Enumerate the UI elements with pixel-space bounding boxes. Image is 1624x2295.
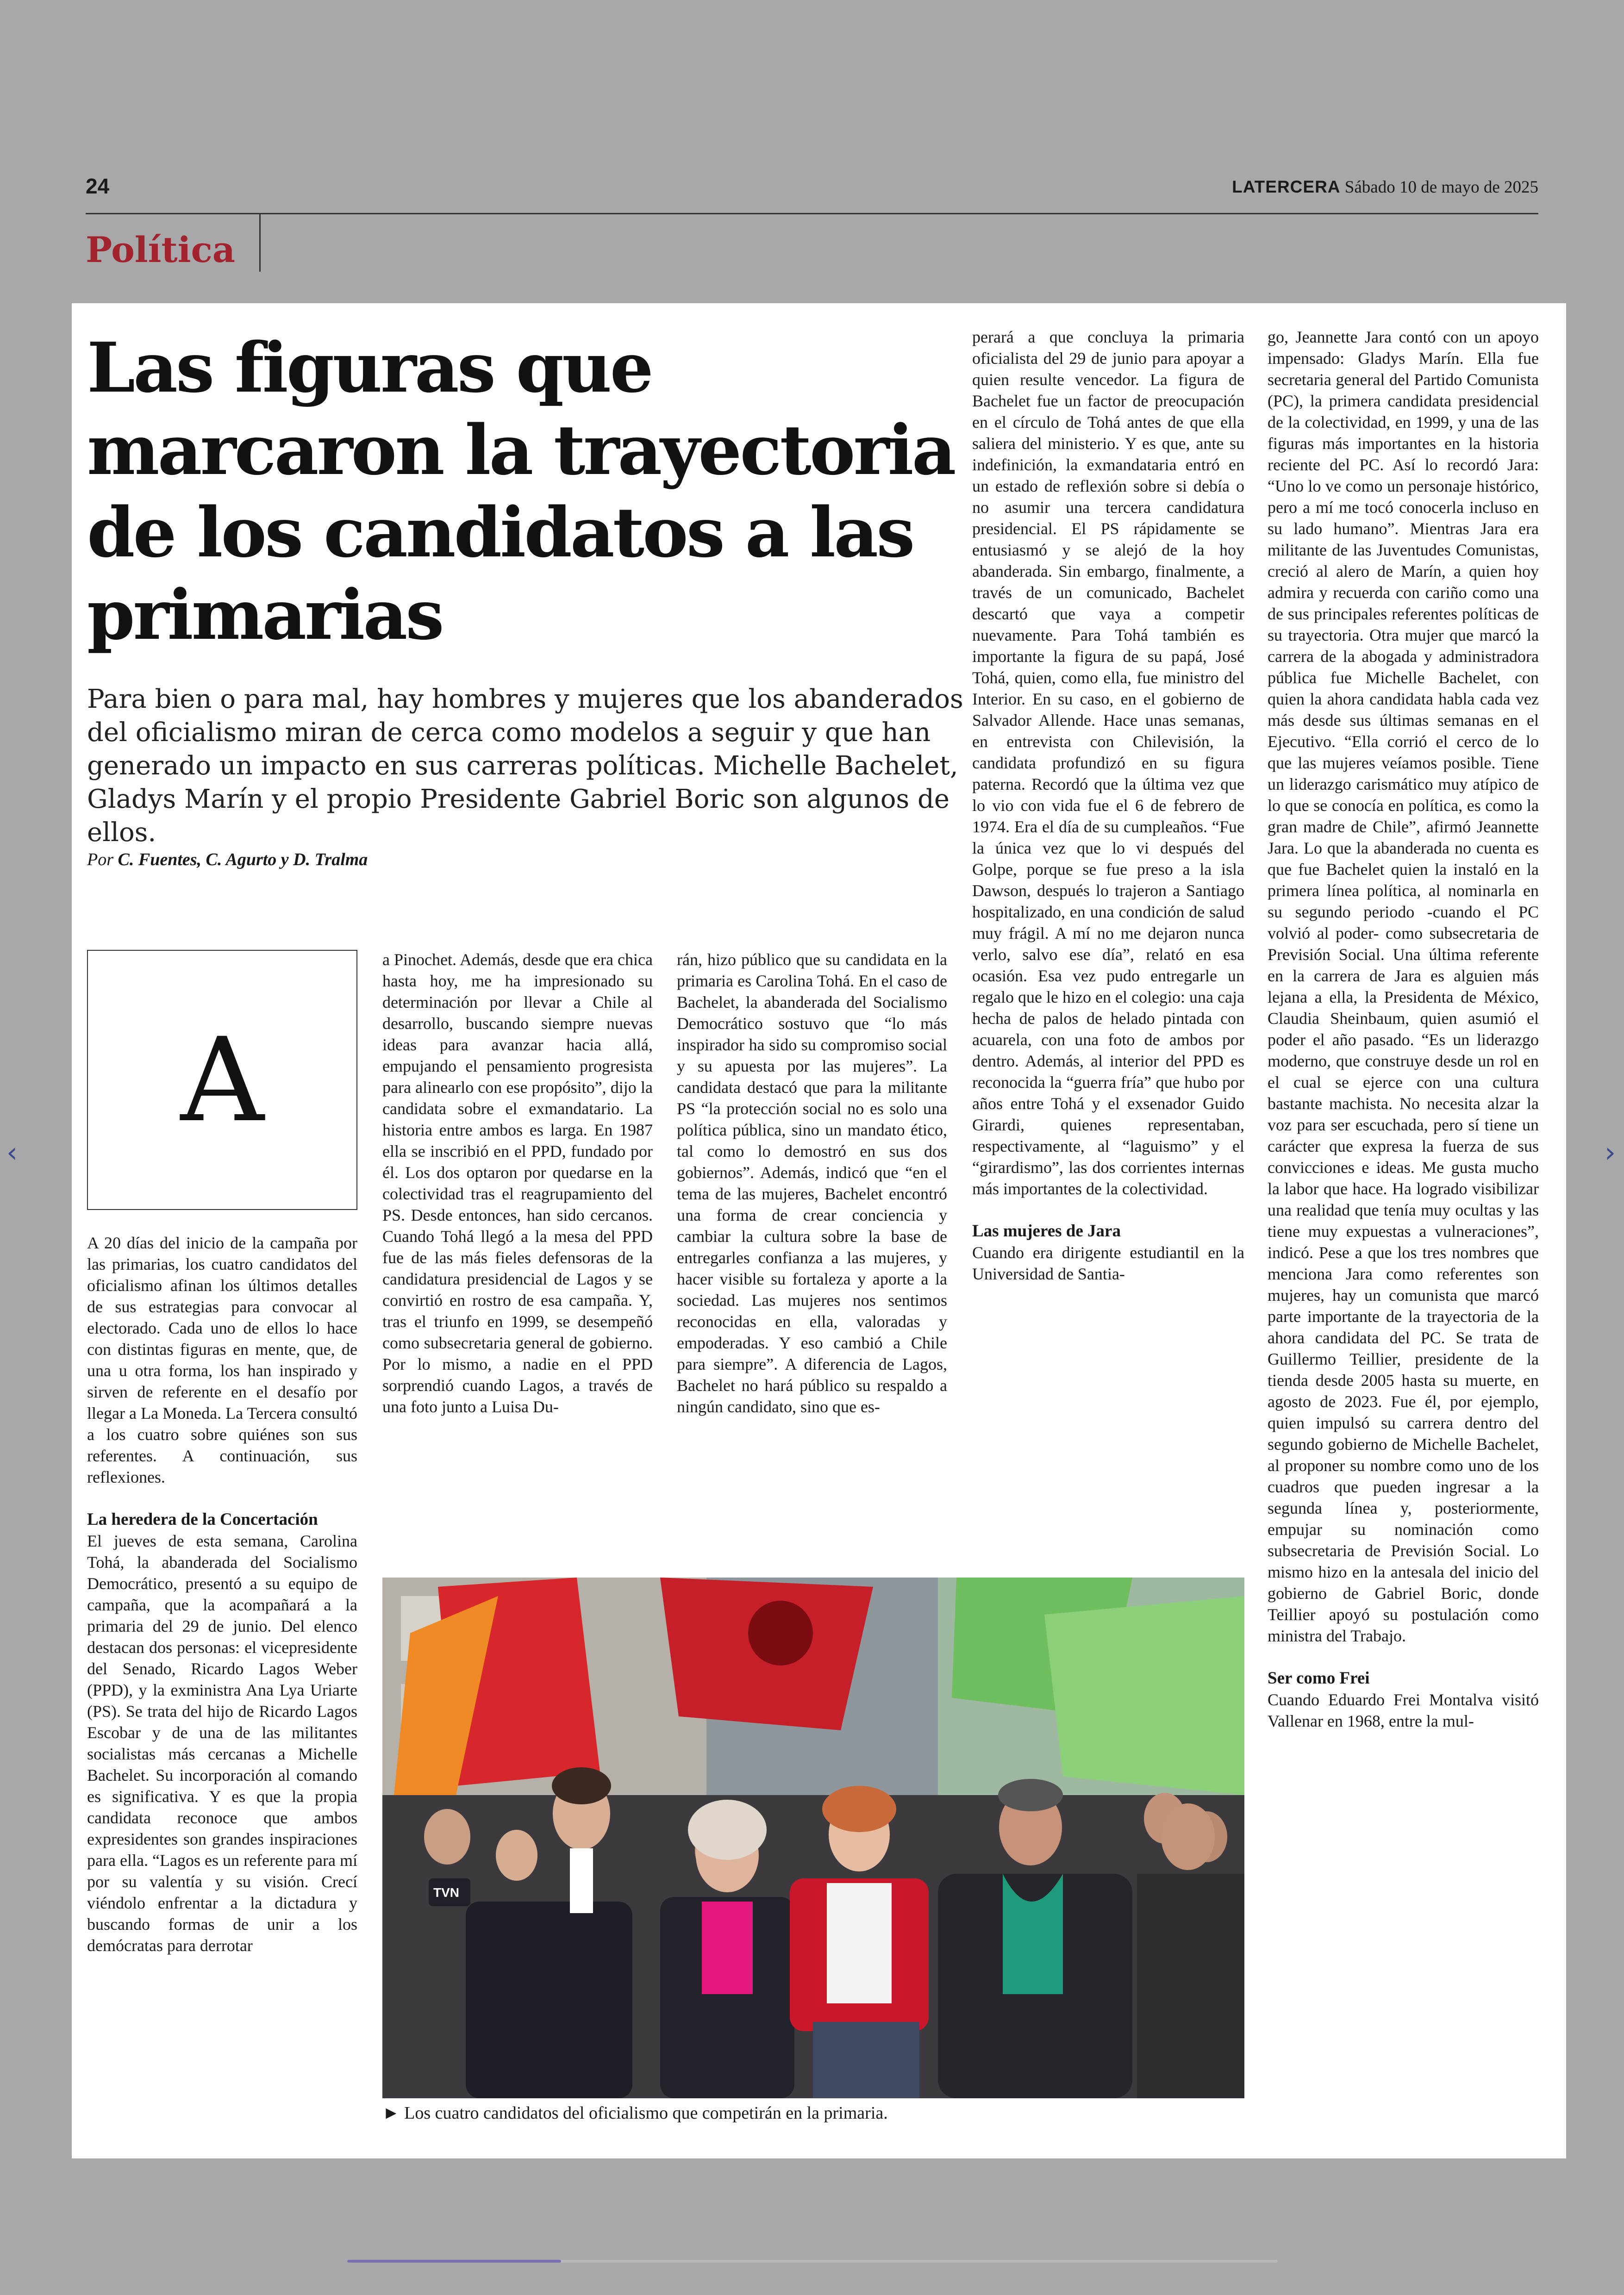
column-5-tail: Cuando Eduardo Frei Montalva visitó Vallenar en 1968, entre la mul- [1268,1690,1539,1730]
intro-paragraph: A 20 días del inicio de la campaña por las primarias, los cuatro candidatos del oficialismo afinan los últimos detalles de sus estrategias para convocar al electorado. Cada uno de ellos lo hace con distintas figuras en mente, que, de una u otra forma, los han inspirado y sirven de referente en el desafío por llegar a La Moneda. La Tercera consultó a los cuatro sobre quiénes son sus referentes. A continuación, sus reflexiones. [87,1234,357,1486]
dropcap: A [180,1012,264,1148]
byline [87,849,368,870]
column-5 [1268,326,1539,2122]
dropcap-box [87,950,357,1210]
section-label: Política [86,229,236,270]
masthead [1232,177,1538,197]
column-4-body: perará a que concluya la primaria oficialista del 29 de junio para apoyar a quien resulte vencedor. La figura de Bachelet fue un factor de preocupación en el círculo de Tohá antes de que ella saliera del ministerio. Y es que, ante su indefinición, la exmandataria entró en un estado de reflexión sobre si debía o no asumir una tercera candidatura presidencial. El PS rápidamente se entusiasmó y se alejó de la hoy abanderada. Sin embargo, finalmente, a través de un comunicado, Bachelet descartó que vaya a competir nuevamente. Para Tohá también es importante la figura de su papá, José Tohá, quien, como ella, fue ministro del Interior. En su caso, en el gobierno de Salvador Allende. Hace unas semanas, en entrevista con Chilevisión, la candidata profundizó en su figura paterna. Recordó que la última vez que lo vio con vida fue el 6 de febrero de 1974. Era el día de su cumpleaños. “Fue la única vez que lo vi después del Golpe, porque se fue preso a la isla Dawson, después lo trajeron a Santiago hospitalizado, en una condición de salud muy frágil. A mí no me dejaron nunca verlo, salvo ese día”, relató en esa ocasión. Esa vez pudo entregarle un regalo que le hizo en el colegio: una caja hecha de palos de helado pintada con acuarela, con una foto de ambos por dentro. Además, al interior del PPD es reconocida la “guerra fría” que hubo por años entre Tohá y el exsenador Guido Girardi, quienes representaban, respectivamente, al “laguismo” y el “girardismo”, las dos corrientes internas más importantes de la colectividad. [972,328,1244,1198]
photo-caption: ► Los cuatro candidatos del oficialismo que competirán en la primaria. [382,2103,888,2123]
byline-names: C. Fuentes, C. Agurto y D. Tralma [118,850,368,869]
tvn-microphone-flag: TVN [433,1885,459,1900]
masthead-brand: LATERCERA [1232,177,1341,196]
column-2-body: a Pinochet. Además, desde que era chica hasta hoy, me ha impresionado su determinación por llevar a Chile al desarrollo, buscando siempre nuevas ideas para avanzar hacia allá, empujando el pensamiento progresista para alinearlo con ese propósito”, dijo la candidata sobre el exmandatario. La historia entre ambos es larga. En 1987 ella se inscribió en el PPD, fundado por él. Los dos optaron por quedarse en la colectividad tras el reagrupamiento del PS. Desde entonces, han sido cercanos. Cuando Tohá llegó a la mesa del PPD fue de las más fieles defensoras de la candidatura presidencial de Lagos y se convirtió en rostro de esa campaña. Y, tras el triunfo en 1999, se desempeñó como subsecretaria general de gobierno. Por lo mismo, a nadie en el PPD sorprendió cuando Lagos, a través de una foto junto a Luisa Du- [382,950,653,1416]
column-5-body: go, Jeannette Jara contó con un apoyo impensado: Gladys Marín. Ella fue secretaria general del Partido Comunista (PC), la primera candidata presidencial de la colectividad, en 1999, y una de las figuras más importantes en la historia reciente del PC. Así lo recordó Jara: “Uno lo ve como un personaje histórico, pero a mí me tocó conocerla incluso en su lado humano”. Mientras Jara era militante de las Juventudes Comunistas, creció al alero de Marín, a quien hoy admira y recuerda con cariño como una de sus principales referentes políticas de su trayectoria. Otra mujer que marcó la carrera de la abogada y administradora pública fue Michelle Bachelet, con quien la ahora candidata habla cada vez más desde sus últimas semanas en el Ejecutivo. “Ella corrió el cerco de lo que las mujeres veíamos posible. Tiene un liderazgo carismático muy atípico de lo que se conocía en política, es como la gran madre de Chile”, afirmó Jeannette Jara. Lo que la abanderada no cuenta es que fue Bachelet quien la instaló en la primera línea política, al nominarla en su segundo periodo -cuando el PC volvió al poder- como subsecretaria de Previsión Social. Una última referente en la carrera de Jara es alguien más lejana a ella, la Presidenta de México, Claudia Sheinbaum, quien asumió el poder el año pasado. “Es un liderazgo moderno, que construye desde un rol en el cual se ejerce con una cultura bastante machista. No necesita alzar la voz para ser escuchada, pero sí tiene un carácter que expresa la fuerza de sus convicciones e ideas. Me gusta mucho la labor que hace. Ha logrado visibilizar una realidad que tenía muy ocultas y las tiene muy expuestas a vulneraciones”, indicó. Pese a que los tres nombres que menciona Jara como referentes son mujeres, hay un comunista que marcó parte importante de la trayectoria de la ahora candidata del PC. Se trata de Guillermo Teillier, presidente de la tienda desde 2005 hasta su muerte, en agosto de 2023. Fue él, por ejemplo, quien impulsó su carrera dentro del segundo gobierno de Michelle Bachelet, al proponer su nombre como uno de los cuadros que pueden ingresar a la segunda línea y, posteriormente, empujar su nominación como subsecretaria de Previsión Social. Lo mismo hizo en la antesala del inicio del gobierno de Gabriel Boric, donde Teillier apoyó su postulación como ministra del Trabajo. [1268,328,1539,1645]
column-3 [677,949,947,1555]
prev-page-chevron-icon[interactable]: ‹ [6,1136,18,1169]
headline: Las figuras que marcaron la trayectoria de los candidatos a las primarias [87,327,955,655]
lead-paragraph: Para bien o para mal, hay hombres y mujeres que los abanderados del oficialismo miran de cerca como modelos a seguir y que han generado un impacto en sus carreras políticas. Michelle Bachelet, Gladys Marín y el propio Presidente Gabriel Boric son algunos de ellos. [87,684,963,848]
next-page-chevron-icon[interactable]: › [1605,1136,1616,1169]
subhead-frei: Ser como Frei [1268,1669,1370,1688]
candidates-photo-illustration [382,1578,1244,2098]
column-3-body: rán, hizo público que su candidata en la primaria es Carolina Tohá. En el caso de Bachelet, la abanderada del Socialismo Democrático sostuvo que “lo más inspirador ha sido su compromiso social y su apuesta por las mujeres”. La candidata destacó que para la militante PS “la protección social no es solo una política pública, sino un mandato ético, tal como lo demostró en sus dos gobiernos”. Además, indicó que “en el tema de las mujeres, Bachelet encontró una forma de crear conciencia y cambiar la cultura sobre la base de entregarles confianza a las mujeres, y hacer visible su fortaleza y aporte a la sociedad. Las mujeres nos sentimos reconocidas en ella, valoradas y empoderadas. Y eso cambió a Chile para siempre”. A diferencia de Lagos, Bachelet no hará público su respaldo a ningún candidato, sino que es- [677,950,947,1416]
section-divider [259,214,261,272]
column-2 [382,949,653,1555]
column-4-tail: Cuando era dirigente estudiantil en la Universidad de Santia- [972,1243,1244,1283]
subhead-jara: Las mujeres de Jara [972,1222,1121,1241]
candidates-photo [382,1578,1244,2098]
column-4 [972,326,1244,1555]
page-number: 24 [86,174,110,198]
subhead-concertacion: La heredera de la Concertación [87,1510,318,1529]
byline-prefix: Por [87,850,113,869]
column-1-body: El jueves de esta semana, Carolina Tohá, la abanderada del Socialismo Democrático, presentó a su equipo de campaña, que la acompañará a la primaria del 29 de junio. Del elenco destacan dos personas: el vicepresidente del Senado, Ricardo Lagos Weber (PPD), y la exministra Ana Lya Uriarte (PS). Se trata del hijo de Ricardo Lagos Escobar y de una de las militantes socialistas más cercanas a Michelle Bachelet. Su incorporación al comando es significativa. Y es que la propia candidata reconoce que ambos expresidentes son grandes inspiraciones para ella. “Lagos es un referente para mí por su valentía y su visión. Crecí viéndolo enfrentar a la dictadura y buscando formas de unir a los demócratas para derrotar [87,1532,357,1955]
header-rule [86,213,1538,214]
page-progress-fill [347,2260,561,2263]
column-1 [87,1232,357,2123]
masthead-date: Sábado 10 de mayo de 2025 [1344,178,1538,197]
